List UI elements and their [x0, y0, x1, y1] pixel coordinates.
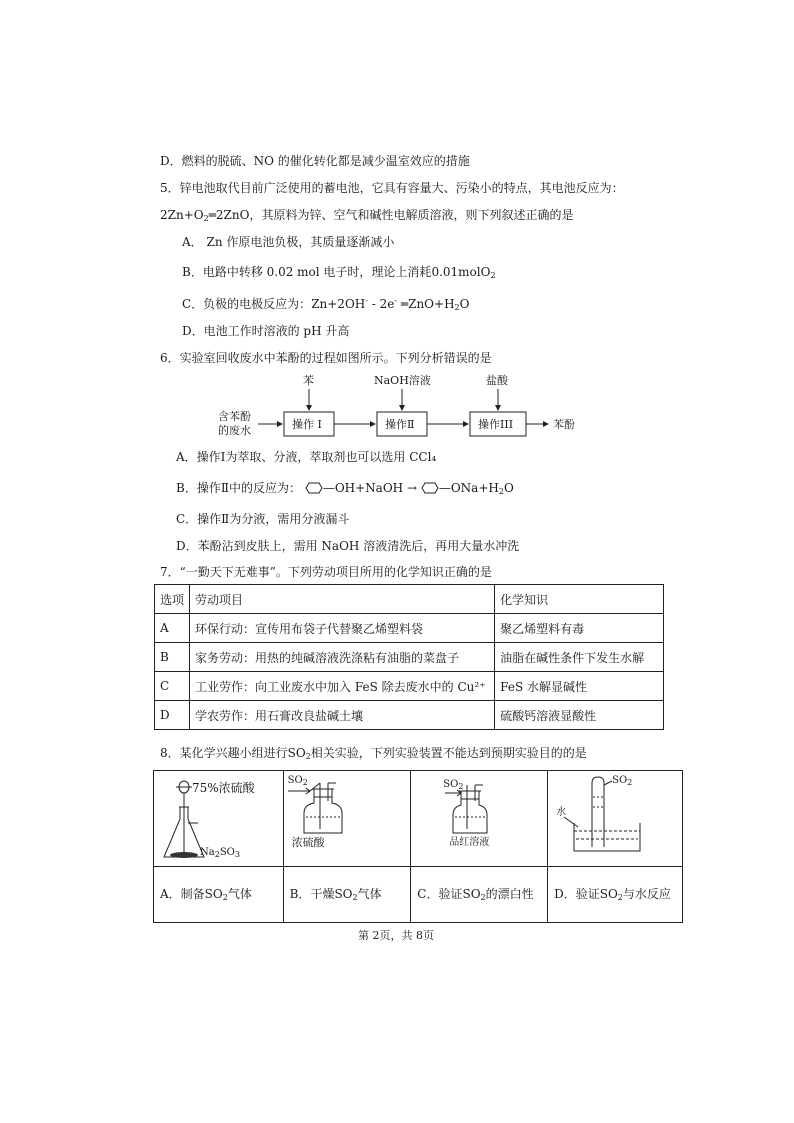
flow-step-3: 操作III	[478, 418, 514, 431]
benzene-ring-icon	[305, 482, 323, 494]
q7-stem: 7．“一勤天下无难事”。下列劳动项目所用的化学知识正确的是	[160, 565, 492, 579]
q5-stem-line2: $2Zn+O_2═2ZnO$，其原料为锌、空气和碱性电解质溶液，则下列叙述正确的是	[160, 208, 574, 223]
flow-step-1: 操作 I	[292, 418, 322, 431]
label-na2so3: $Na_2SO_3$	[200, 847, 240, 859]
table-cell: D	[155, 701, 190, 730]
q6-option-a: A．操作Ⅰ为萃取、分液，萃取剂也可以选用 CCl₄	[176, 450, 437, 464]
q6-flowchart	[210, 372, 590, 442]
table-cell: 聚乙烯塑料有毒	[495, 614, 664, 643]
caption-c: C．验证$SO_2$的漂白性	[411, 867, 548, 923]
apparatus-cell-c	[411, 771, 548, 867]
flow-reagent-1: 苯	[303, 374, 314, 387]
table-cell: 家务劳动：用热的纯碱溶液洗涤粘有油脂的菜盘子	[190, 643, 495, 672]
apparatus-cell-a	[154, 771, 284, 867]
apparatus-cell-d	[548, 771, 683, 867]
label-gas-in: $SO_2$	[287, 775, 308, 787]
flow-reagent-2: NaOH溶液	[374, 374, 431, 387]
table-row	[155, 672, 664, 701]
q7-table	[154, 584, 664, 730]
q5-option-b: B．电路中转移 0.02 mol 电子时，理论上消耗0.01molO$_2$	[182, 265, 496, 280]
q6-option-b: B．操作Ⅱ中的反应为： —OH+NaOH → $—ONa+H_2O$	[176, 481, 514, 496]
table-cell: B	[155, 643, 190, 672]
label-conc-h2so4: 浓硫酸	[291, 836, 325, 849]
page-footer: 第 2页，共 8页	[358, 929, 434, 942]
q5-stem-line1: 5．锌电池取代目前广泛使用的蓄电池，它具有容量大、污染小的特点，其电池反应为：	[160, 181, 624, 195]
q6-option-c: C．操作Ⅱ为分液，需用分液漏斗	[176, 512, 350, 526]
header-cell: 化学知识	[495, 585, 664, 614]
table-row	[155, 614, 664, 643]
table-row	[155, 643, 664, 672]
caption-d: D．验证$SO_2$与水反应	[548, 867, 683, 923]
label-conc-acid: 75%浓硫酸	[192, 781, 255, 795]
table-cell: 硫酸钙溶液显酸性	[495, 701, 664, 730]
table-cell: 学农劳作：用石膏改良盐碱土壤	[190, 701, 495, 730]
test-bottle-icon	[411, 771, 546, 866]
flow-step-2: 操作Ⅱ	[385, 418, 415, 431]
caption-row	[154, 867, 683, 923]
q5-option-d: D．电池工作时溶液的 pH 升高	[182, 324, 350, 338]
label-water: 水	[556, 807, 567, 818]
flow-product: 苯酚	[553, 418, 575, 431]
q6-option-d: D．苯酚沾到皮肤上，需用 NaOH 溶液清洗后，再用大量水冲洗	[176, 539, 520, 553]
table-cell: 环保行动：宣传用布袋子代替聚乙烯塑料袋	[190, 614, 495, 643]
table-header-row	[155, 585, 664, 614]
apparatus-row	[154, 771, 683, 867]
caption-b: B．干燥$SO_2$气体	[283, 867, 411, 923]
table-cell: A	[155, 614, 190, 643]
label-gas: $SO_2$	[612, 775, 633, 787]
q4-option-d: D．燃料的脱硫、NO 的催化转化都是减少温室效应的措施	[160, 154, 470, 168]
header-cell: 选项	[155, 585, 190, 614]
q5-option-a: A． Zn 作原电池负极，其质量逐渐减小	[182, 235, 395, 249]
q6-stem: 6．实验室回收废水中苯酚的过程如图所示。下列分析错误的是	[160, 351, 492, 365]
header-cell: 劳动项目	[190, 585, 495, 614]
table-cell: 工业劳作：向工业废水中加入 FeS 除去废水中的 Cu²⁺	[190, 672, 495, 701]
flow-input-2: 的废水	[218, 424, 251, 437]
flow-input-1: 含苯酚	[218, 410, 251, 423]
flow-reagent-3: 盐酸	[486, 374, 508, 387]
table-cell: 油脂在碱性条件下发生水解	[495, 643, 664, 672]
benzene-ring-icon	[421, 482, 439, 494]
q8-stem: 8．某化学兴趣小组进行$SO_2$相关实验，下列实验装置不能达到预期实验目的的是	[160, 746, 587, 761]
caption-a: A．制备$SO_2$气体	[154, 867, 284, 923]
apparatus-cell-b	[283, 771, 411, 867]
table-cell: FeS 水解显碱性	[495, 672, 664, 701]
q8-apparatus-table	[153, 770, 683, 923]
table-cell: C	[155, 672, 190, 701]
table-row	[155, 701, 664, 730]
label-fuchsin: 品红溶液	[449, 837, 490, 848]
q5-option-c: C．负极的电极反应为：Zn+2OH- - 2e- $═ZnO+H_2O$	[182, 296, 470, 312]
label-gas-in: $SO_2$	[443, 779, 464, 791]
